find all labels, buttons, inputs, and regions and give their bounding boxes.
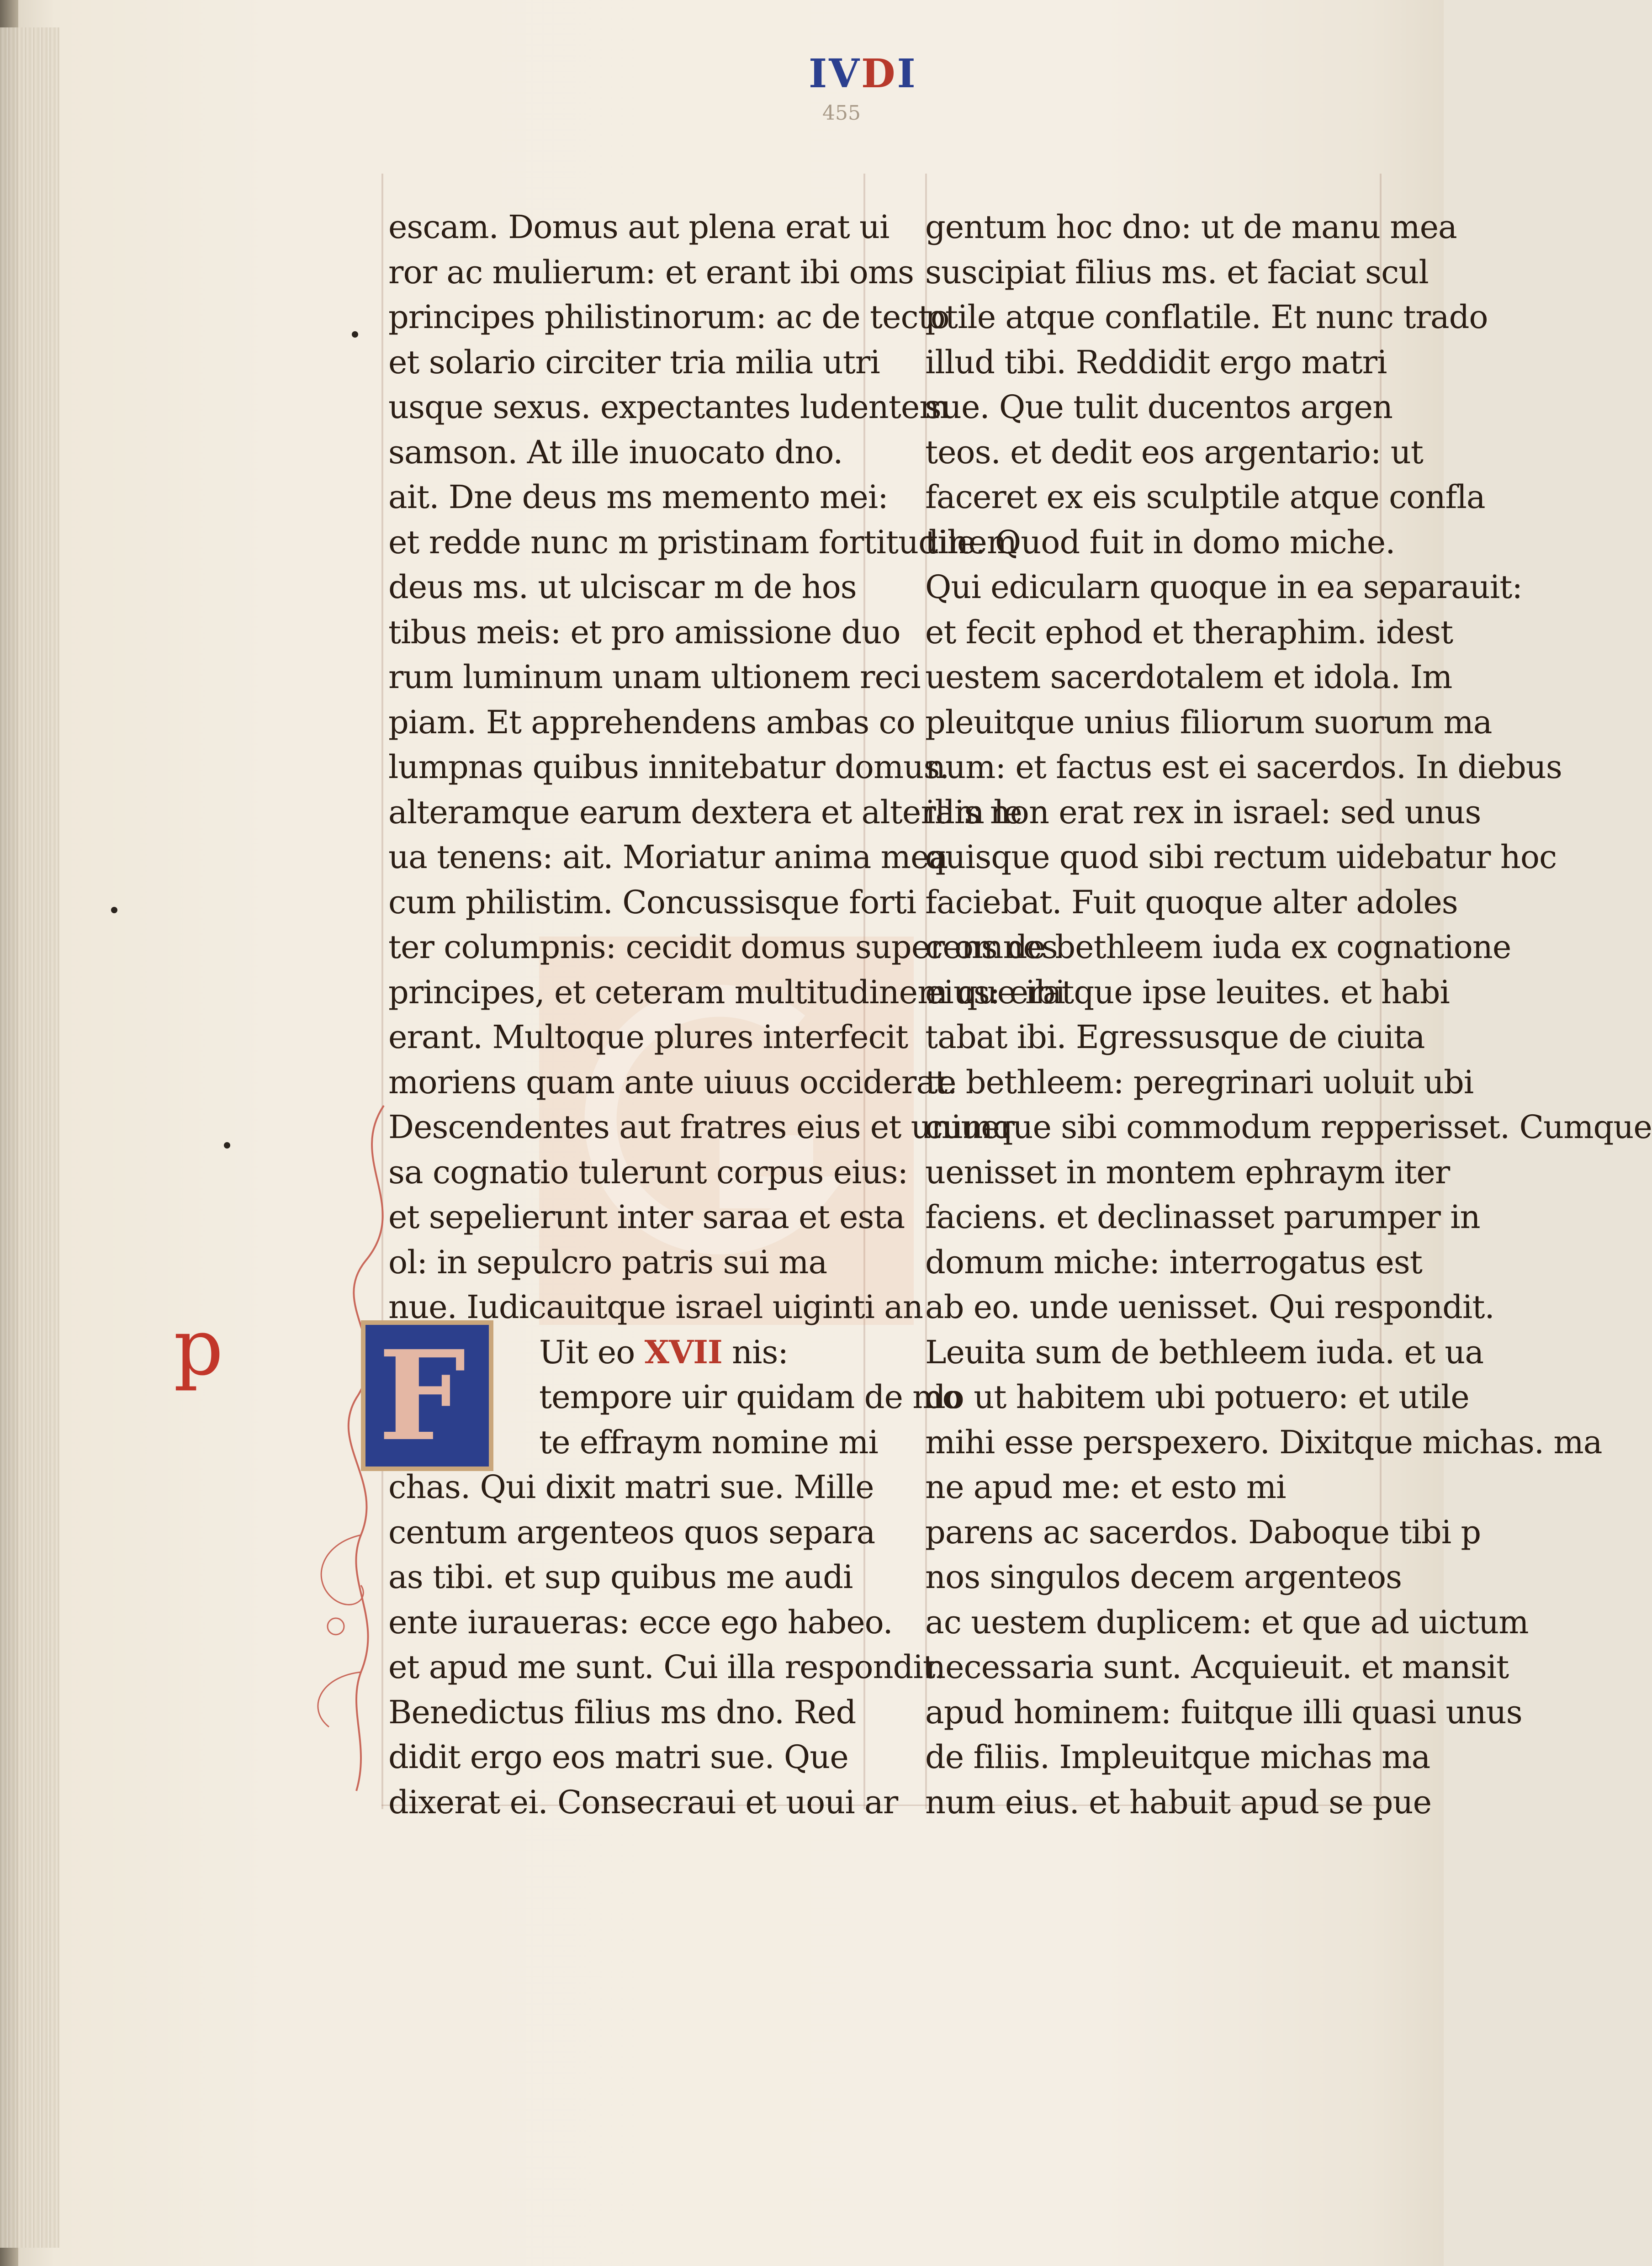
text-line: erant. Multoque plures interfecit [388,1018,908,1056]
text-line: et redde nunc m pristinam fortitudinem [388,523,1017,561]
text-line: lumpnas quibus innitebatur domus. [388,748,949,786]
text-line: faciebat. Fuit quoque alter adoles [925,883,1458,921]
text-line: gentum hoc dno: ut de manu mea [925,208,1457,246]
running-head-part: I [897,51,917,97]
text-line: principes, et ceteram multitudinem que ibi [388,973,1065,1011]
text-line: alteramque earum dextera et alteram le [388,793,1022,831]
text-line: Descendentes aut fratres eius et uniuer [388,1108,1015,1146]
chapter-start-line [388,1330,882,1375]
text-line: sue. Que tulit ducentos argen [925,388,1393,426]
text-line: faceret ex eis sculptile atque confla [925,478,1485,516]
text-line: usque sexus. expectantes ludentem [388,388,949,426]
chapter-line-lead: Uit eo [539,1333,635,1371]
text-line: ror ac mulierum: et erant ibi oms [388,253,914,291]
text-line: centum argenteos quos separa [388,1513,875,1551]
running-head-part-red: D [861,51,897,97]
text-line: ait. Dne deus ms memento mei: [388,478,888,516]
text-column-right [925,205,1652,1825]
chapter-line-tail: nis: [732,1333,788,1371]
ink-mark [224,1142,230,1149]
text-line: num: et factus est ei sacerdos. In diebus [925,748,1562,786]
text-line: ptile atque conflatile. Et nunc trado [925,298,1488,336]
text-line: piam. Et apprehendens ambas co [388,703,915,741]
text-line: et solario circiter tria milia utri [388,343,880,381]
text-line: suscipiat filius ms. et faciat scul [925,253,1429,291]
text-line: tibus meis: et pro amissione duo [388,613,900,651]
text-line: num eius. et habuit apud se pue [925,1783,1432,1821]
text-line: principes philistinorum: ac de tecto [388,298,949,336]
text-line: ol: in sepulcro patris sui ma [388,1243,827,1281]
text-line: rum luminum unam ultionem reci [388,658,921,696]
text-column-left [388,205,1065,1825]
text-line: tempore uir quidam de mo [539,1378,961,1416]
text-line: faciens. et declinasset parumper in [925,1198,1480,1236]
text-line: ua tenens: ait. Moriatur anima mea [388,838,948,876]
running-head-part: IV [809,51,861,97]
text-line: Leuita sum de bethleem iuda. et ua [925,1333,1484,1371]
initial-letter: F [378,1323,466,1468]
text-line: do ut habitem ubi potuero: et utile [925,1378,1469,1416]
ink-mark [111,907,117,913]
text-line: te bethleem: peregrinari uoluit ubi [925,1063,1474,1101]
text-line: cumque sibi commodum repperisset. Cumque [925,1108,1652,1146]
text-line: ente iuraueras: ecce ego habeo. [388,1603,893,1641]
text-line: deus ms. ut ulciscar m de hos [388,568,857,606]
text-line: quisque quod sibi rectum uidebatur hoc [925,838,1557,876]
text-line: ab eo. unde uenisset. Qui respondit. [925,1288,1494,1326]
text-line: escam. Domus aut plena erat ui [388,208,890,246]
text-line: didit ergo eos matri sue. Que [388,1738,848,1776]
text-line: samson. At ille inuocato dno. [388,433,843,471]
text-line: teos. et dedit eos argentario: ut [925,433,1423,471]
chapter-number: XVII [644,1333,722,1371]
text-line: ter columpnis: cecidit domus super omnes [388,928,1058,966]
text-line: ne apud me: et esto mi [925,1468,1286,1506]
text-line: et apud me sunt. Cui illa respondit. [388,1648,945,1686]
text-line: as tibi. et sup quibus me audi [388,1558,853,1596]
text-line: parens ac sacerdos. Daboque tibi p [925,1513,1481,1551]
text-line: necessaria sunt. Acquieuit. et mansit [925,1648,1509,1686]
text-line: ac uestem duplicem: et que ad uictum [925,1603,1529,1641]
text-line: domum miche: interrogatus est [925,1243,1422,1281]
running-head [809,51,973,97]
text-line: et fecit ephod et theraphim. idest [925,613,1453,651]
text-line: uenisset in montem ephraym iter [925,1153,1450,1191]
margin-paragraph-mark: p [174,1302,223,1393]
text-line: nue. Iudicauitque israel uiginti an [388,1288,923,1326]
text-line: Benedictus filius ms dno. Red [388,1693,856,1731]
text-line: et sepelierunt inter saraa et esta [388,1198,905,1236]
text-line: Qui edicularn quoque in ea separauit: [925,568,1522,606]
text-line: illud tibi. Reddidit ergo matri [925,343,1387,381]
text-line: tile. Quod fuit in domo miche. [925,523,1395,561]
text-line: chas. Qui dixit matri sue. Mille [388,1468,874,1506]
text-line: eius: eratque ipse leuites. et habi [925,973,1450,1011]
page-edges [0,27,59,2248]
text-line: apud hominem: fuitque illi quasi unus [925,1693,1522,1731]
text-line: nos singulos decem argenteos [925,1558,1402,1596]
text-line: cens de bethleem iuda ex cognatione [925,928,1511,966]
text-line: tabat ibi. Egressusque de ciuita [925,1018,1425,1056]
ink-mark [352,331,358,338]
text-line: sa cognatio tulerunt corpus eius: [388,1153,908,1191]
text-line: mihi esse perspexero. Dixitque michas. ma [925,1423,1602,1461]
text-line: moriens quam ante uiuus occiderat. [388,1063,957,1101]
text-line: pleuitque unius filiorum suorum ma [925,703,1492,741]
text-line: illis non erat rex in israel: sed unus [925,793,1481,831]
text-line: cum philistim. Concussisque forti [388,883,916,921]
text-line: dixerat ei. Consecraui et uoui ar [388,1783,898,1821]
pencil-folio-note: 455 [822,101,861,125]
text-line: de filiis. Impleuitque michas ma [925,1738,1430,1776]
text-line: uestem sacerdotalem et idola. Im [925,658,1452,696]
text-line: te effraym nomine mi [539,1423,878,1461]
